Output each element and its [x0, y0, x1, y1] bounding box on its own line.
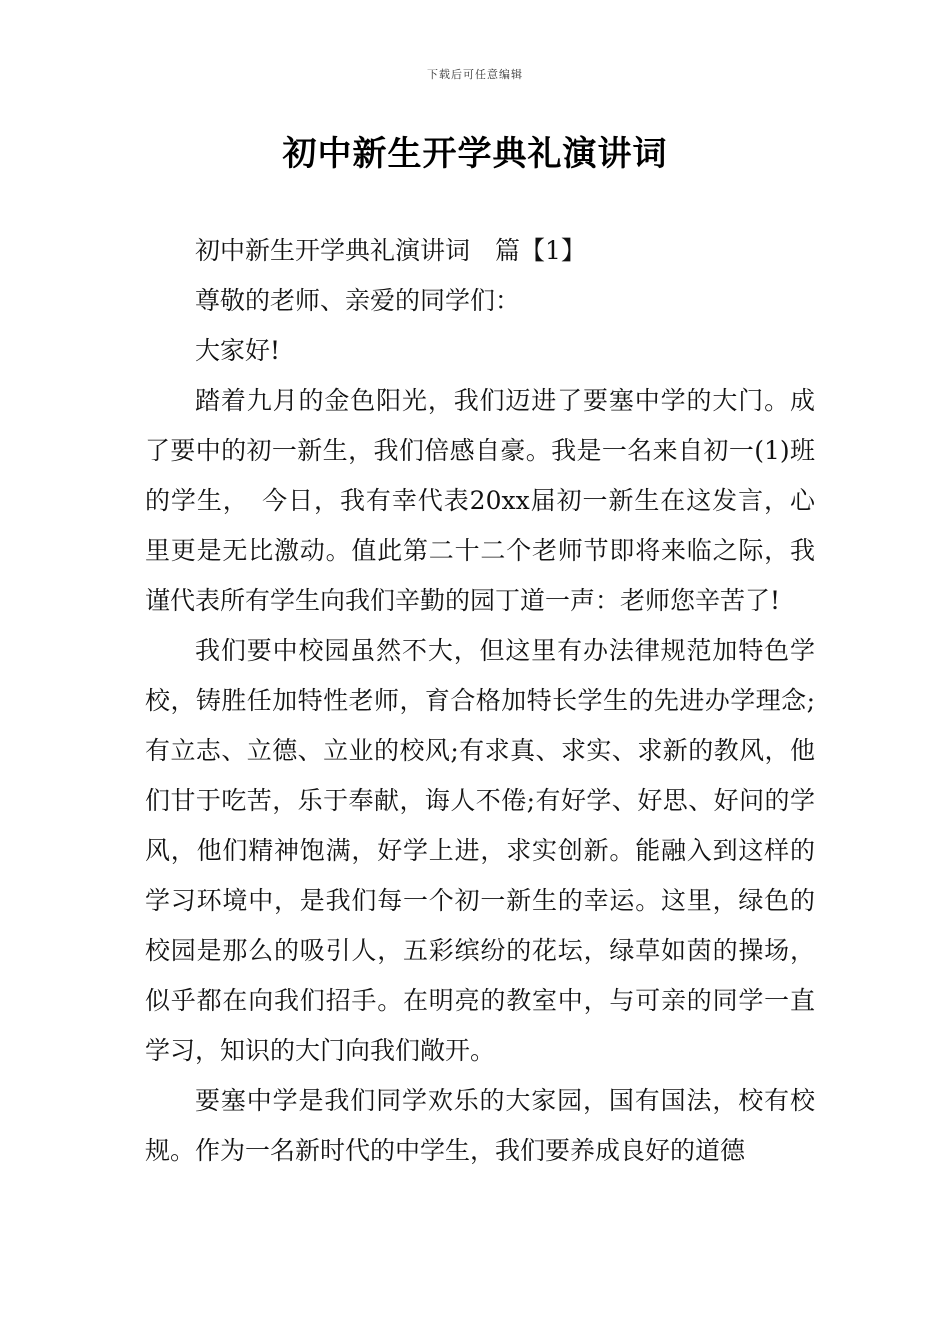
body-paragraph: 我们要中校园虽然不大，但这里有办法律规范加特色学校，铸胜任加特性老师，育合格加特长学生的先进办学理念;有立志、立德、立业的校风;有求真、求实、求新的教风，他们甘于吃苦，乐于奉献，诲人不倦;有好学、好思、好问的学风，他们精神饱满，好学上进，求实创新。能融入到这样的学习环境中，是我们每一个初一新生的幸运。这里，绿色的校园是那么的吸引人，五彩缤纷的花坛，绿草如茵的操场，似乎都在向我们招手。在明亮的教室中，与可亲的同学一直学习，知识的大门向我们敞开。	[145, 636, 815, 1065]
header-note: 下载后可任意编辑	[427, 68, 523, 81]
document-title: 初中新生开学典礼演讲词	[282, 134, 668, 174]
body-paragraph: 要塞中学是我们同学欢乐的大家园，国有国法，校有校规。作为一名新时代的中学生，我们要养成良好的道德	[145, 1086, 815, 1165]
body-paragraph: 踏着九月的金色阳光，我们迈进了要塞中学的大门。成了要中的初一新生，我们倍感自豪。我是一名来自初一(1)班的学生， 今日，我有幸代表20xx届初一新生在这发言，心里更是无比激动。值此第二十二个老师节即将来临之际，我谨代表所有学生向我们辛勤的园丁道一声：老师您辛苦了!	[145, 386, 815, 615]
document-body	[145, 226, 815, 1176]
salutation: 尊敬的老师、亲爱的同学们：	[195, 286, 521, 315]
greeting: 大家好!	[195, 336, 281, 365]
section-heading: 初中新生开学典礼演讲词 篇【1】	[195, 236, 586, 265]
